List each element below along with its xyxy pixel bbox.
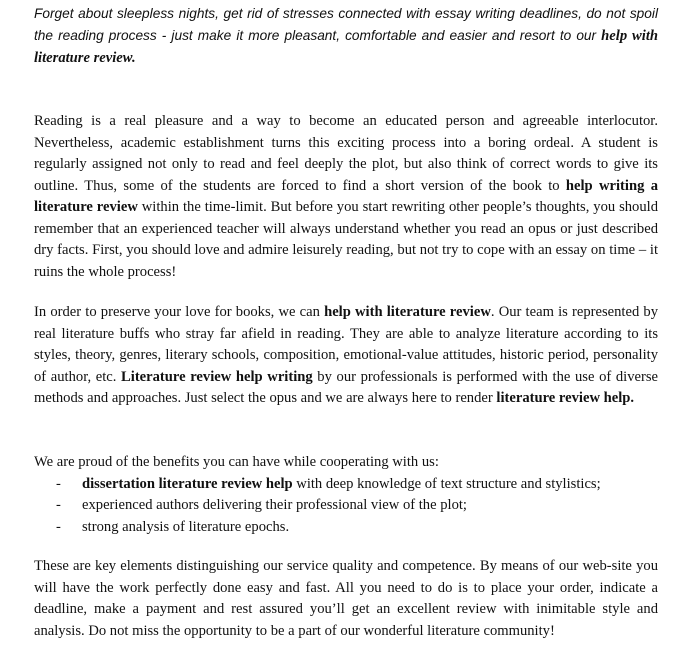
intro-bold-phrase: help with literature review. [34,27,658,66]
list-item-bold: dissertation literature review help [82,475,293,492]
paragraph-team-text-3: by our professionals is performed with the use of diverse methods and approaches. Just select the opus and we are always here to render [34,368,658,406]
paragraph-team-text-1: In order to preserve your love for books, we can [34,304,325,320]
paragraph-closing: These are key elements distinguishing our service quality and competence. By means of our web-site you will have the work perfectly done easy and fast. All you need to do is to place your order, indicate a deadline, make a payment and rest assured you’ll get an excellent review with inimitable style and analysis. Do not miss the opportunity to be a part of our wonderful literature community! [34,558,658,639]
paragraph-reading-bold-1: help writing a literature review [34,177,658,215]
benefits-section [34,452,658,538]
intro-text: Forget about sleepless nights, get rid of stresses connected with essay writing deadlines, do not spoil the reading process - just make it more pleasant, comfortable and easier and resort to our [34,6,658,43]
list-item-text: experienced authors delivering their professional view of the plot; [82,497,467,513]
list-item-text: strong analysis of literature epochs. [82,518,290,535]
intro-paragraph [34,3,658,70]
list-dash: - [56,475,61,492]
list-dash: - [56,497,61,513]
paragraph-reading-text-1: Reading is a real pleasure and a way to become an educated person and agreeable interlocutor. Nevertheless, academic establishment turns this exciting process into a boring ordeal. A student is regularly assigned not only to read and feel deeply the plot, but also think of correct words to give its outline. Thus, some of the students are forced to find a short version of the book to [34,113,658,194]
paragraph-team-text-2: . Our team is represented by real literature buffs who stray far afield in reading. They are able to analyze literature according to its styles, theory, genres, literary schools, composition, emotional-value attitudes, historic period, personality of author, etc. [34,304,658,385]
list-item [34,495,658,517]
paragraph-team [34,302,658,410]
paragraph-team-bold-3: literature review help. [496,390,635,406]
paragraph-reading [34,111,658,283]
paragraph-reading-text-2: within the time-limit. But before you start rewriting other people’s thoughts, you should remember that an experienced teacher will always understand whether you read an opus or just described dry facts. First, you should love and admire leisurely reading, but not try to cope with an essay on time – it ruins the whole process! [34,199,658,280]
paragraph-team-bold-1: help with literature review [324,304,491,320]
list-dash: - [56,518,61,535]
paragraph-team-bold-2: Literature review help writing [121,368,313,385]
list-item [34,474,658,496]
benefits-lead: We are proud of the benefits you can have while cooperating with us: [34,454,439,470]
list-item [34,517,658,539]
list-item-text: with deep knowledge of text structure and stylistics; [292,475,601,492]
benefits-list [34,474,658,539]
